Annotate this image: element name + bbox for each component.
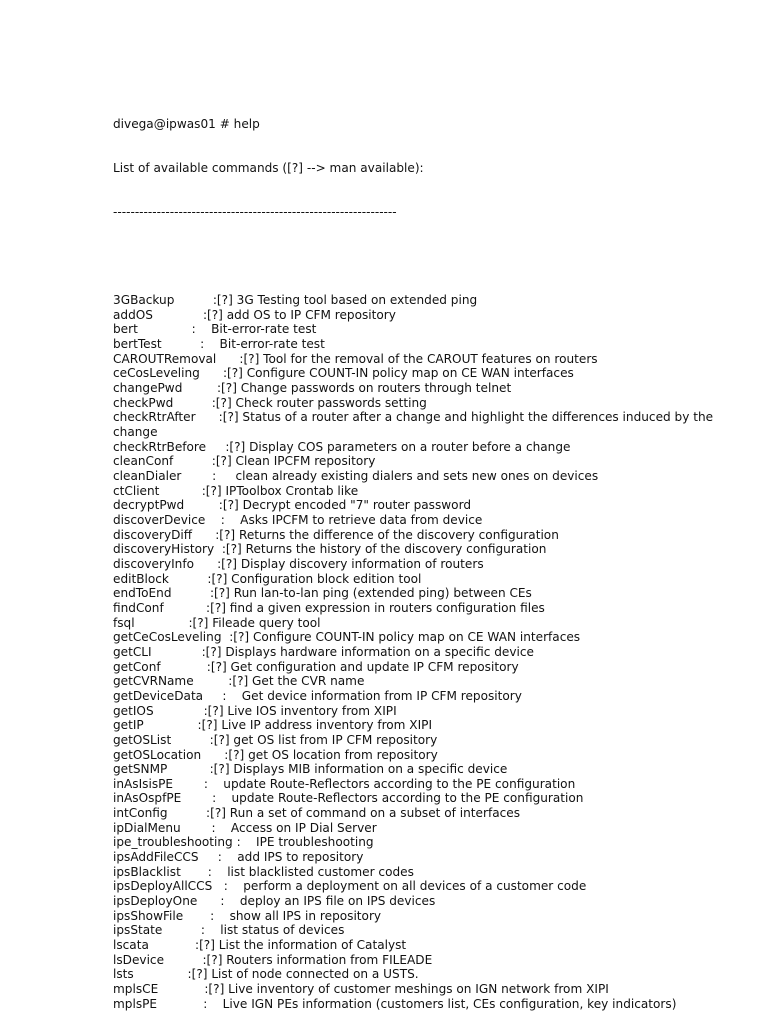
command-padding [144,718,198,732]
command-name: getCVRName [113,674,194,689]
command-row [113,586,733,601]
command-name: endToEnd [113,586,172,601]
command-row [113,733,733,748]
command-name: getCLI [113,644,152,659]
command-padding [205,513,220,527]
command-padding [200,366,223,380]
command-description: : Live IGN PEs information (customers list, CEs configuration, key indicators) [203,996,677,1011]
command-description: :[?] Configuration block edition tool [207,571,422,586]
command-name: bertTest [113,337,162,352]
command-row [113,909,733,924]
command-description: :[?] Live IOS inventory from XIPI [203,703,397,718]
command-description: :[?] Tool for the removal of the CAROUT features on routers [239,351,598,366]
command-description: :[?] Configure COUNT-IN policy map on CE WAN interfaces [229,630,581,645]
command-description: :[?] Displays MIB information on a specific device [209,762,508,777]
command-name: ipsAddFileCCS [113,850,199,865]
command-padding [164,953,202,967]
command-description: :[?] Clean IPCFM repository [211,454,376,469]
command-padding [173,454,211,468]
command-name: getSNMP [113,762,168,777]
command-description: : list blacklisted customer codes [207,864,414,879]
command-name: editBlock [113,571,169,586]
command-row [113,674,733,689]
command-description: :[?] Fileade query tool [188,615,321,630]
command-padding [183,909,210,923]
command-row [113,396,733,411]
command-row [113,528,733,543]
command-name: cleanConf [113,454,174,469]
command-description: : show all IPS in repository [210,908,382,923]
command-padding [212,879,224,893]
command-list [113,293,733,1011]
command-name: inAsOspfPE [113,791,182,806]
command-row [113,440,733,455]
command-description: :[?] Get the CVR name [228,674,365,689]
command-row [113,850,733,865]
command-description: : Asks IPCFM to retrieve data from device [220,513,483,528]
command-padding [138,322,192,336]
command-description: :[?] Check router passwords setting [211,395,427,410]
command-description: : update Route-Reflectors according to the PE configuration [212,791,584,806]
command-name: cleanDialer [113,469,182,484]
command-description: :[?] Routers information from FILEADE [202,952,433,967]
separator-line: ----------------------------------------------------------------- [113,205,397,220]
command-name: discoveryDiff [113,527,193,542]
command-padding [159,484,201,498]
command-name: intConfig [113,806,168,821]
command-name: ipe_troubleshooting [113,835,233,850]
command-padding [157,997,203,1011]
command-row [113,748,733,763]
command-row [113,366,733,381]
command-row [113,718,733,733]
command-padding [184,498,219,512]
command-name: ctClient [113,483,160,498]
command-row [113,835,733,850]
command-name: ipsShowFile [113,908,184,923]
command-padding [169,572,207,586]
command-padding [196,410,219,424]
command-row [113,352,733,367]
command-description: : deploy an IPS file on IPS devices [220,894,436,909]
command-row [113,645,733,660]
command-row [113,879,733,894]
command-name: ipsState [113,923,163,938]
command-padding [216,352,239,366]
command-row [113,777,733,792]
command-padding [214,542,222,556]
command-padding [181,865,208,879]
command-padding [192,528,215,542]
command-padding [154,704,204,718]
command-description: :[?] Live IP address inventory from XIPI [197,718,433,733]
command-description: : Get device information from IP CFM repository [222,688,522,703]
command-padding [197,894,220,908]
command-description: : add IPS to repository [217,850,364,865]
command-description: :[?] 3G Testing tool based on extended ping [212,293,478,308]
command-row [113,806,733,821]
command-padding [162,337,200,351]
command-row [113,997,733,1012]
command-padding [153,308,203,322]
command-row [113,308,733,323]
command-padding [171,733,209,747]
command-padding [164,601,206,615]
command-row [113,953,733,968]
command-name: lscata [113,938,149,953]
command-row [113,572,733,587]
command-description: :[?] get OS list from IP CFM repository [209,732,438,747]
command-row [113,762,733,777]
command-name: bert [113,322,138,337]
command-name: ipsDeployAllCCS [113,879,213,894]
command-name: checkRtrAfter [113,410,196,425]
command-description: :[?] Display COS parameters on a router before a change [225,439,571,454]
command-row [113,923,733,938]
command-row [113,938,733,953]
command-padding [135,616,189,630]
command-row [113,894,733,909]
command-description: : Bit-error-rate test [191,322,317,337]
command-padding [168,806,206,820]
command-name: getIOS [113,703,154,718]
command-row [113,821,733,836]
command-name: changePwd [113,381,183,396]
command-description: :[?] find a given expression in routers configuration files [206,600,545,615]
command-description: : Access on IP Dial Server [211,820,377,835]
blank-line [113,249,733,264]
command-name: ipsBlacklist [113,864,181,879]
command-row [113,469,733,484]
command-name: lsts [113,967,134,982]
command-padding [152,645,202,659]
command-row [113,513,733,528]
command-name: getOSLocation [113,747,202,762]
command-name: decryptPwd [113,498,185,513]
help-header: List of available commands ([?] --> man available): [113,161,424,176]
command-name: discoveryInfo [113,556,195,571]
command-name: CAROUTRemoval [113,351,217,366]
command-padding [161,660,207,674]
terminal-output [113,88,733,1026]
command-padding [167,762,209,776]
command-padding [181,821,212,835]
command-name: inAsIsisPE [113,776,174,791]
command-description: :[?] Get configuration and update IP CFM repository [206,659,519,674]
command-description: :[?] add OS to IP CFM repository [202,307,396,322]
command-row [113,337,733,352]
command-description: :[?] Returns the history of the discovery configuration [221,542,547,557]
command-name: fsql [113,615,135,630]
command-description: :[?] Run lan-to-lan ping (extended ping) between CEs [209,586,532,601]
command-description: :[?] get OS location from repository [224,747,438,762]
command-name: mplsCE [113,982,159,997]
command-description: :[?] Displays hardware information on a specific device [201,644,534,659]
command-row [113,791,733,806]
command-row [113,630,733,645]
command-description: :[?] Status of a router after a change and highlight the differences induced by the change [113,410,717,440]
command-name: checkRtrBefore [113,439,207,454]
command-name: 3GBackup [113,293,175,308]
command-padding [149,938,195,952]
command-description: :[?] Run a set of command on a subset of interfaces [206,806,521,821]
command-description: :[?] Change passwords on routers through telnet [216,381,512,396]
command-name: addOS [113,307,153,322]
command-row [113,967,733,982]
command-description: :[?] Display discovery information of routers [217,556,484,571]
command-name: ceCosLeveling [113,366,200,381]
command-padding [199,850,218,864]
command-padding [182,381,217,395]
command-row [113,601,733,616]
command-row [113,660,733,675]
command-description: :[?] List of node connected on a USTS. [187,967,419,982]
command-description: :[?] Configure COUNT-IN policy map on CE WAN interfaces [222,366,574,381]
command-padding [194,674,229,688]
command-name: getCeCosLeveling [113,630,222,645]
command-row [113,484,733,499]
command-name: getIP [113,718,144,733]
command-row [113,704,733,719]
command-name: discoveryHistory [113,542,215,557]
command-name: discoverDevice [113,513,206,528]
command-name: getDeviceData [113,688,204,703]
command-padding [206,440,225,454]
command-row [113,381,733,396]
command-padding [181,791,212,805]
command-description: :[?] Decrypt encoded "7" router password [218,498,472,513]
command-padding [173,777,204,791]
command-padding [173,396,211,410]
command-padding [174,293,212,307]
command-description: : update Route-Reflectors according to the PE configuration [203,776,576,791]
command-name: lsDevice [113,952,165,967]
command-padding [194,557,217,571]
command-row [113,498,733,513]
command-name: getOSList [113,732,172,747]
command-row [113,982,733,997]
command-row [113,616,733,631]
command-description: :[?] Live inventory of customer meshings on IGN network from XIPI [204,982,609,997]
command-padding [158,982,204,996]
command-row [113,557,733,572]
command-padding [201,748,224,762]
command-padding [172,586,210,600]
command-description: :[?] IPToolbox Crontab like [201,483,359,498]
command-name: ipDialMenu [113,820,181,835]
command-prompt: divega@ipwas01 # help [113,117,260,132]
command-description: : Bit-error-rate test [200,337,325,352]
command-name: mplsPE [113,996,158,1011]
command-name: ipsDeployOne [113,894,198,909]
command-padding [181,469,212,483]
command-description: :[?] List the information of Catalyst [195,938,407,953]
command-description: : perform a deployment on all devices of a customer code [223,879,587,894]
command-description: : list status of devices [200,923,345,938]
command-row [113,293,733,308]
command-name: checkPwd [113,395,174,410]
command-description: : IPE troubleshooting [236,835,374,850]
command-row [113,454,733,469]
command-description: :[?] Returns the difference of the discovery configuration [215,527,559,542]
command-row [113,322,733,337]
command-row [113,542,733,557]
command-row [113,865,733,880]
command-padding [203,689,222,703]
command-name: getConf [113,659,161,674]
command-row [113,410,733,439]
command-padding [134,967,188,981]
command-row [113,689,733,704]
command-description: : clean already existing dialers and sets new ones on devices [212,469,599,484]
command-name: findConf [113,600,164,615]
command-padding [162,923,200,937]
